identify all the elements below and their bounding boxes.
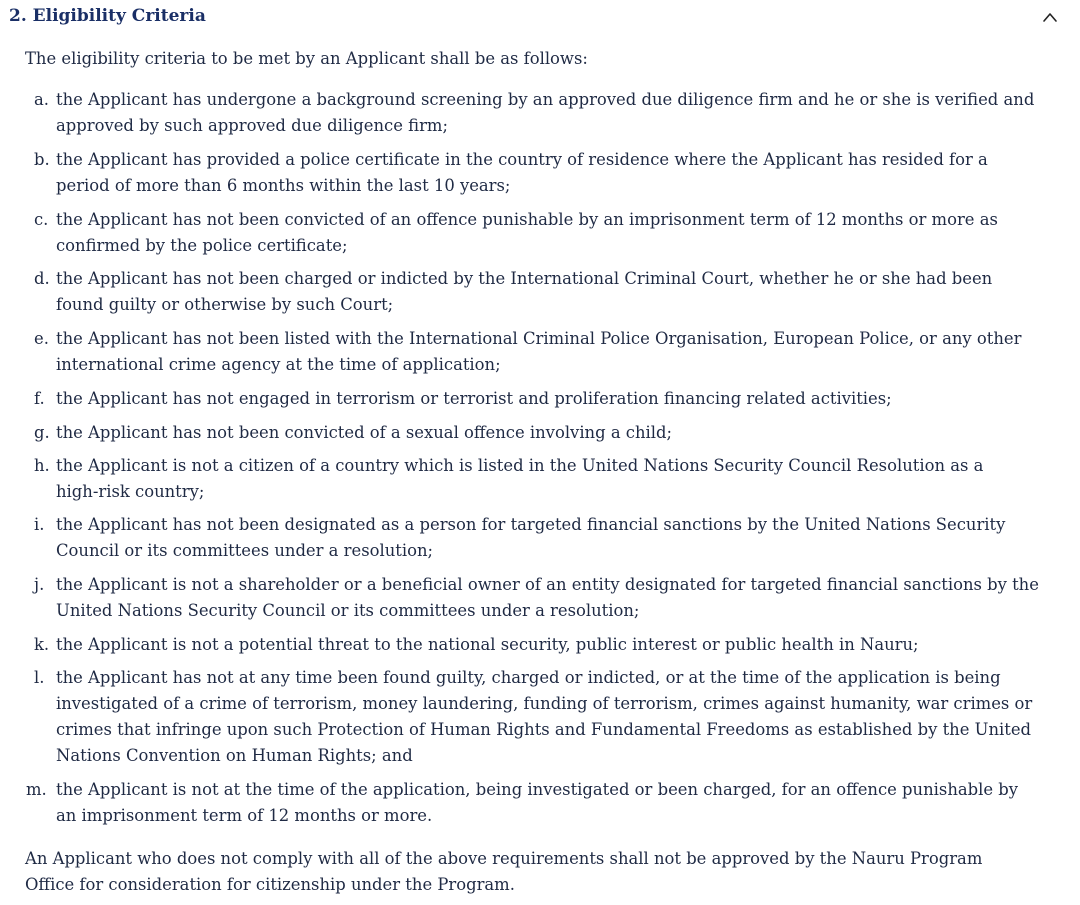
item-line: high-risk country; xyxy=(56,482,205,501)
item-marker: m. xyxy=(26,780,47,799)
item-marker: l. xyxy=(34,668,45,687)
item-line: the Applicant has provided a police certificate in the country of residence where the Applicant has resided for a xyxy=(56,150,988,169)
item-line: Council or its committees under a resolution; xyxy=(56,541,434,560)
item-text xyxy=(56,87,1066,139)
intro-text: The eligibility criteria to be met by an Applicant shall be as follows: xyxy=(25,49,588,68)
item-text xyxy=(56,572,1066,624)
item-line: the Applicant is not a citizen of a country which is listed in the United Nations Security Council Resolution as a xyxy=(56,456,984,475)
chevron-up-icon[interactable] xyxy=(1042,11,1058,23)
item-line: international crime agency at the time of application; xyxy=(56,355,501,374)
item-marker: d. xyxy=(34,269,50,288)
item-line: United Nations Security Council or its committees under a resolution; xyxy=(56,601,640,620)
item-line: the Applicant has not been designated as a person for targeted financial sanctions by the United Nations Security xyxy=(56,515,1006,534)
item-line: crimes that infringe upon such Protection of Human Rights and Fundamental Freedoms as established by the United xyxy=(56,720,1032,739)
item-text xyxy=(56,777,1066,829)
item-text xyxy=(56,665,1066,769)
item-text xyxy=(56,326,1066,378)
closing-paragraph xyxy=(25,846,1065,898)
item-line: the Applicant has not at any time been found guilty, charged or indicted, or at the time of the application is being xyxy=(56,668,1001,687)
item-marker: i. xyxy=(34,515,45,534)
item-line: the Applicant is not a potential threat to the national security, public interest or public health in Nauru; xyxy=(56,635,919,654)
closing-line: Office for consideration for citizenship under the Program. xyxy=(25,875,515,894)
item-line: approved by such approved due diligence firm; xyxy=(56,116,448,135)
closing-line: An Applicant who does not comply with all of the above requirements shall not be approved by the Nauru Program xyxy=(25,849,983,868)
item-line: the Applicant has undergone a background screening by an approved due diligence firm and he or she is verified and xyxy=(56,90,1035,109)
item-marker: c. xyxy=(34,210,49,229)
item-line: Nations Convention on Human Rights; and xyxy=(56,746,413,765)
item-marker: f. xyxy=(34,389,45,408)
item-text xyxy=(56,386,1066,412)
item-line: period of more than 6 months within the last 10 years; xyxy=(56,176,511,195)
item-marker: a. xyxy=(34,90,49,109)
section-header-toggle[interactable] xyxy=(0,0,1080,34)
item-marker: k. xyxy=(34,635,50,654)
item-marker: j. xyxy=(34,575,45,594)
item-text xyxy=(56,420,1066,446)
item-text xyxy=(56,266,1066,318)
item-marker: g. xyxy=(34,423,50,442)
item-line: the Applicant has not been convicted of a sexual offence involving a child; xyxy=(56,423,673,442)
item-marker: b. xyxy=(34,150,50,169)
item-marker: e. xyxy=(34,329,49,348)
item-text xyxy=(56,147,1066,199)
item-line: the Applicant is not a shareholder or a beneficial owner of an entity designated for targeted financial sanctions by the xyxy=(56,575,1039,594)
item-line: confirmed by the police certificate; xyxy=(56,236,348,255)
section-title: 2. Eligibility Criteria xyxy=(9,6,206,26)
item-line: found guilty or otherwise by such Court; xyxy=(56,295,394,314)
item-line: investigated of a crime of terrorism, money laundering, funding of terrorism, crimes against humanity, war crimes or xyxy=(56,694,1033,713)
item-text xyxy=(56,207,1066,259)
item-text xyxy=(56,453,1066,505)
item-line: the Applicant is not at the time of the application, being investigated or been charged, for an offence punishable by xyxy=(56,780,1019,799)
item-text xyxy=(56,512,1066,564)
item-line: the Applicant has not been convicted of an offence punishable by an imprisonment term of 12 months or more as xyxy=(56,210,998,229)
item-line: the Applicant has not engaged in terrorism or terrorist and proliferation financing related activities; xyxy=(56,389,892,408)
item-text xyxy=(56,632,1066,658)
item-line: the Applicant has not been charged or indicted by the International Criminal Court, whether he or she had been xyxy=(56,269,993,288)
item-marker: h. xyxy=(34,456,50,475)
item-line: an imprisonment term of 12 months or more. xyxy=(56,806,433,825)
item-line: the Applicant has not been listed with the International Criminal Police Organisation, European Police, or any other xyxy=(56,329,1022,348)
